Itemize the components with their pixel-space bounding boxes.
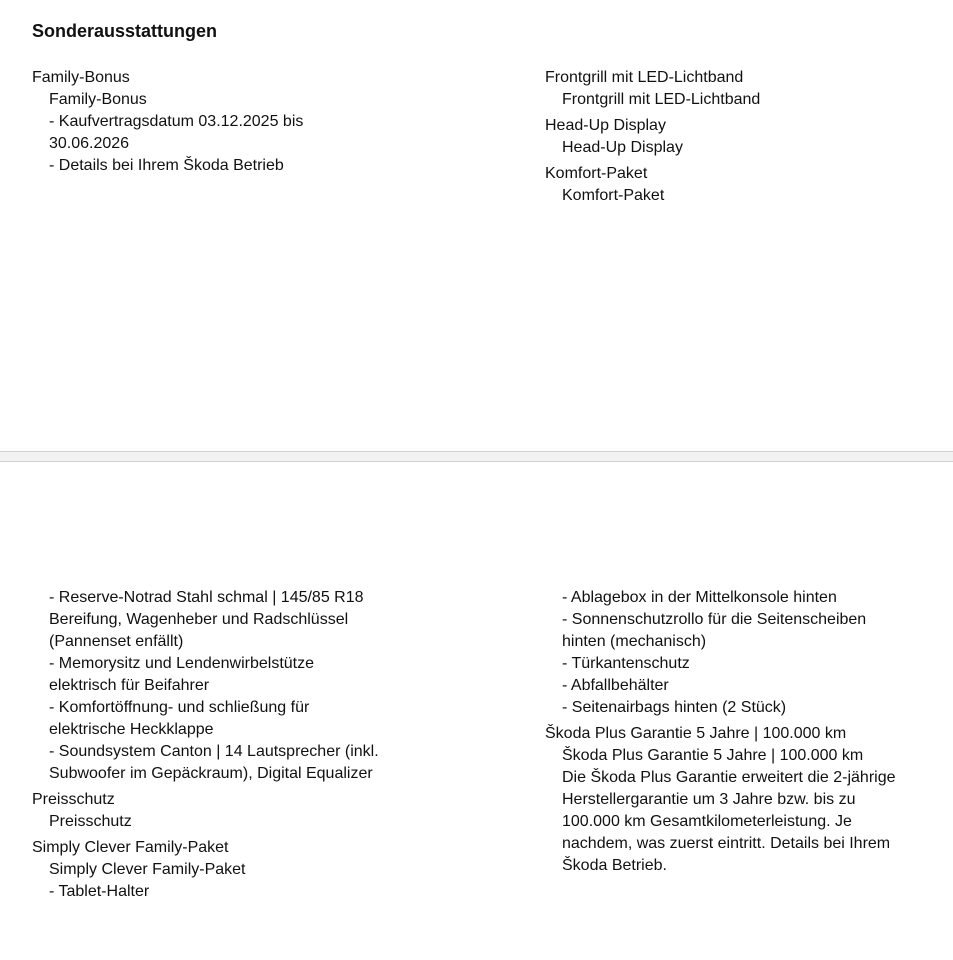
item-title: Komfort-Paket bbox=[545, 165, 648, 182]
frontgrill-item bbox=[545, 67, 925, 111]
skoda-plus-garantie-item bbox=[545, 723, 925, 877]
preisschutz-item bbox=[32, 789, 412, 833]
detail-line: - Abfallbehälter bbox=[562, 677, 669, 694]
detail-text: Die Škoda Plus Garantie erweitert die 2-jährige Herstellergarantie um 3 Jahre bzw. bis zu 100.000 km Gesamtkilometerleistung. Je nachdem, was zuerst eintritt. Details bei Ihrem Škoda Betrieb. bbox=[562, 769, 896, 874]
detail-line: - Tablet-Halter bbox=[49, 883, 150, 900]
detail-line: - Seitenairbags hinten (2 Stück) bbox=[562, 699, 787, 716]
options-right-column bbox=[545, 67, 925, 211]
item-subtitle: Komfort-Paket bbox=[562, 187, 665, 204]
continued-details bbox=[545, 587, 925, 719]
continued-details bbox=[32, 587, 412, 785]
item-subtitle: Family-Bonus bbox=[49, 91, 147, 108]
item-title: Škoda Plus Garantie 5 Jahre | 100.000 km bbox=[545, 725, 847, 742]
family-bonus-item bbox=[32, 67, 412, 177]
simply-clever-item bbox=[32, 837, 412, 903]
item-subtitle: Simply Clever Family-Paket bbox=[49, 861, 246, 878]
item-subtitle: Škoda Plus Garantie 5 Jahre | 100.000 km bbox=[562, 747, 864, 764]
detail-line: - Kaufvertragsdatum 03.12.2025 bis 30.06.2026 bbox=[49, 113, 304, 152]
head-up-display-item bbox=[545, 115, 925, 159]
detail-line: - Details bei Ihrem Škoda Betrieb bbox=[49, 157, 284, 174]
item-title: Frontgrill mit LED-Lichtband bbox=[545, 69, 744, 86]
item-subtitle: Frontgrill mit LED-Lichtband bbox=[562, 91, 761, 108]
family-bonus-column bbox=[32, 67, 412, 181]
bottom-page-section bbox=[0, 462, 953, 960]
item-title: Simply Clever Family-Paket bbox=[32, 839, 229, 856]
options-left-column-continued bbox=[32, 587, 412, 907]
detail-line: - Reserve-Notrad Stahl schmal | 145/85 R18 Bereifung, Wagenheber und Radschlüssel (Pannenset enfällt) bbox=[49, 589, 364, 650]
detail-line: - Memorysitz und Lendenwirbelstütze elektrisch für Beifahrer bbox=[49, 655, 315, 694]
detail-line: - Sonnenschutzrollo für die Seitenscheiben hinten (mechanisch) bbox=[562, 611, 867, 650]
item-title: Family-Bonus bbox=[32, 69, 130, 86]
komfort-paket-item bbox=[545, 163, 925, 207]
detail-line: - Soundsystem Canton | 14 Lautsprecher (inkl. Subwoofer im Gepäckraum), Digital Equalizer bbox=[49, 743, 379, 782]
page-break-divider bbox=[0, 451, 953, 462]
item-subtitle: Head-Up Display bbox=[562, 139, 683, 156]
item-title: Preisschutz bbox=[32, 791, 115, 808]
options-right-column-continued bbox=[545, 587, 925, 881]
detail-line: - Türkantenschutz bbox=[562, 655, 690, 672]
top-page-section bbox=[0, 0, 953, 451]
item-title: Head-Up Display bbox=[545, 117, 666, 134]
section-heading: Sonderausstattungen bbox=[32, 21, 218, 41]
detail-line: - Komfortöffnung- und schließung für elektrische Heckklappe bbox=[49, 699, 310, 738]
detail-line: - Ablagebox in der Mittelkonsole hinten bbox=[562, 589, 837, 606]
item-subtitle: Preisschutz bbox=[49, 813, 132, 830]
